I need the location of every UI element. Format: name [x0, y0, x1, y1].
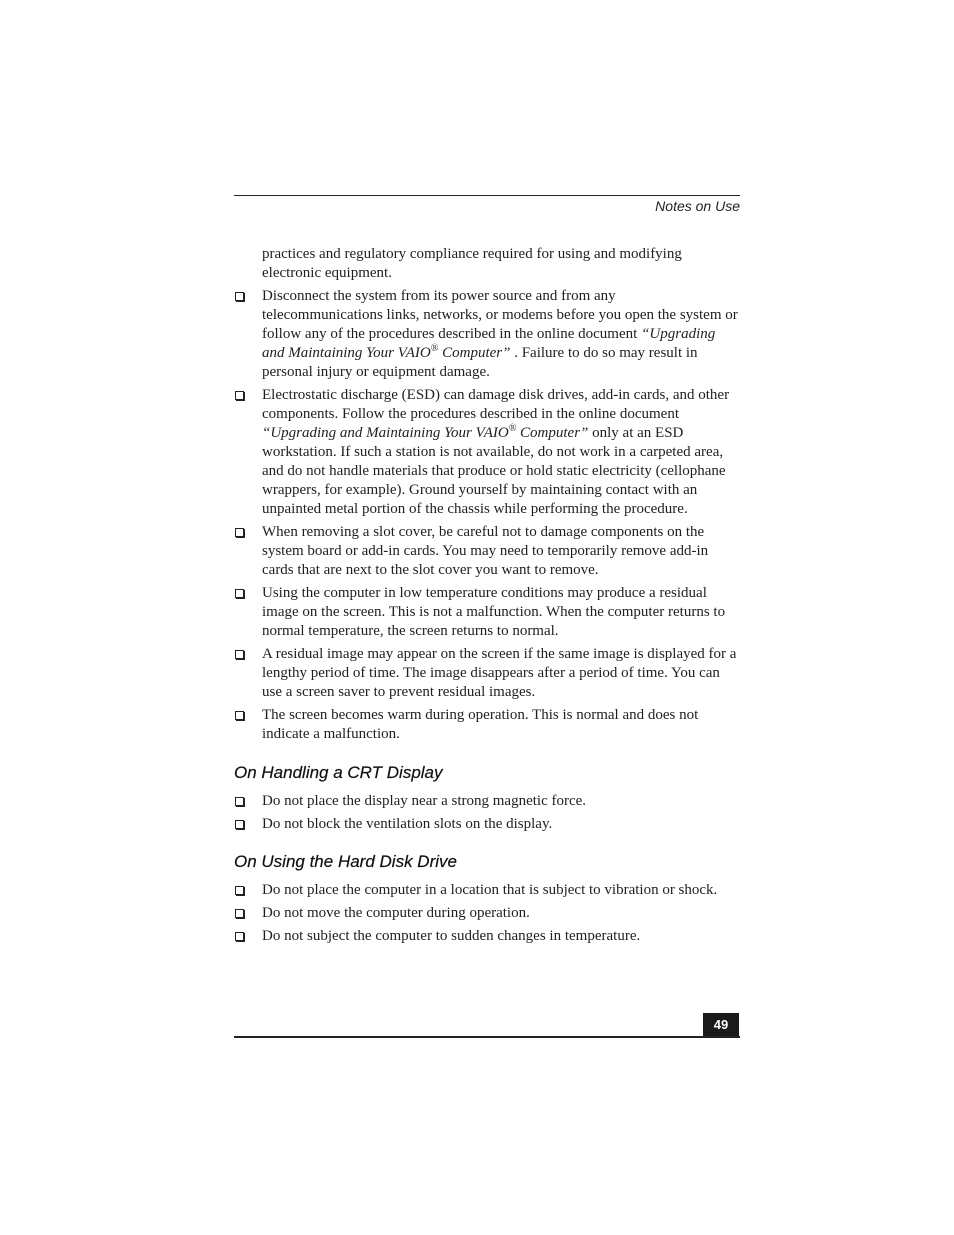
item-text: A residual image may appear on the screen if the same image is displayed for a lengthy period of time. The image disappears after a period of time. You can use a screen saver to prevent residual images. [262, 646, 737, 700]
checkbox-bullet-icon [235, 528, 244, 537]
item-text: The screen becomes warm during operation. This is normal and does not indicate a malfunction. [262, 707, 699, 742]
list-item-slot-cover [234, 523, 740, 580]
checkbox-bullet-icon [235, 650, 244, 659]
list-item [234, 815, 740, 834]
checkbox-bullet-icon [235, 932, 244, 941]
header-rule [234, 195, 740, 196]
item-text: Do not place the display near a strong magnetic force. [262, 793, 587, 809]
item-text-end: . Failure to do so may result in personal injury or equipment damage. [262, 345, 698, 380]
checkbox-bullet-icon [235, 711, 244, 720]
list-item-esd [234, 386, 740, 519]
item-text: When removing a slot cover, be careful not to damage components on the system board or add-in cards. You may need to temporarily remove add-in cards that are next to the slot cover you want to remove. [262, 524, 709, 578]
item-text: Using the computer in low temperature conditions may produce a residual image on the screen. This is not a malfunction. When the computer returns to normal temperature, the screen returns to normal. [262, 585, 726, 639]
list-item-disconnect [234, 287, 740, 382]
page-number: 49 [703, 1013, 739, 1036]
item-text: Do not block the ventilation slots on the display. [262, 816, 553, 832]
list-item [234, 904, 740, 923]
doc-title-end: Computer” [516, 425, 589, 441]
item-text: Do not subject the computer to sudden changes in temperature. [262, 928, 641, 944]
item-text: Disconnect the system from its power source and from any telecommunications links, networks, or modems before you open the system or follow any of the procedures described in the online document [262, 288, 738, 342]
item-text-end: only at an ESD workstation. If such a station is not available, do not work in a carpeted area, and do not handle materials that produce or hold static electricity (cellophane wrappers, for example). Ground yourself by maintaining contact with an unpainted metal portion of the chassis while performing the procedure. [262, 425, 726, 517]
section-heading-crt: On Handling a CRT Display [234, 763, 443, 782]
running-head: Notes on Use [655, 198, 740, 214]
item-text: Do not move the computer during operation. [262, 905, 530, 921]
page-body [234, 245, 740, 950]
doc-title: “Upgrading and Maintaining Your VAIO [262, 326, 716, 361]
doc-title: “Upgrading and Maintaining Your VAIO [262, 425, 509, 441]
checkbox-bullet-icon [235, 886, 244, 895]
list-item [234, 927, 740, 946]
checkbox-bullet-icon [235, 909, 244, 918]
list-item [234, 792, 740, 811]
checkbox-bullet-icon [235, 589, 244, 598]
checkbox-bullet-icon [235, 391, 244, 400]
list-item [234, 881, 740, 900]
checkbox-bullet-icon [235, 292, 244, 301]
list-item-residual-image [234, 645, 740, 702]
checkbox-bullet-icon [235, 797, 244, 806]
list-item-screen-warm [234, 706, 740, 744]
checkbox-bullet-icon [235, 820, 244, 829]
footer-rule [234, 1036, 740, 1038]
item-text: Do not place the computer in a location that is subject to vibration or shock. [262, 882, 718, 898]
doc-title-end: Computer” [438, 345, 511, 361]
registered-mark: ® [508, 423, 517, 434]
continued-paragraph: practices and regulatory compliance required for using and modifying electronic equipment. [262, 246, 682, 281]
item-text: Electrostatic discharge (ESD) can damage disk drives, add-in cards, and other components. Follow the procedures described in the online document [262, 387, 730, 422]
section-heading-hard-disk: On Using the Hard Disk Drive [234, 852, 457, 871]
list-item-low-temperature [234, 584, 740, 641]
registered-mark: ® [430, 343, 439, 354]
